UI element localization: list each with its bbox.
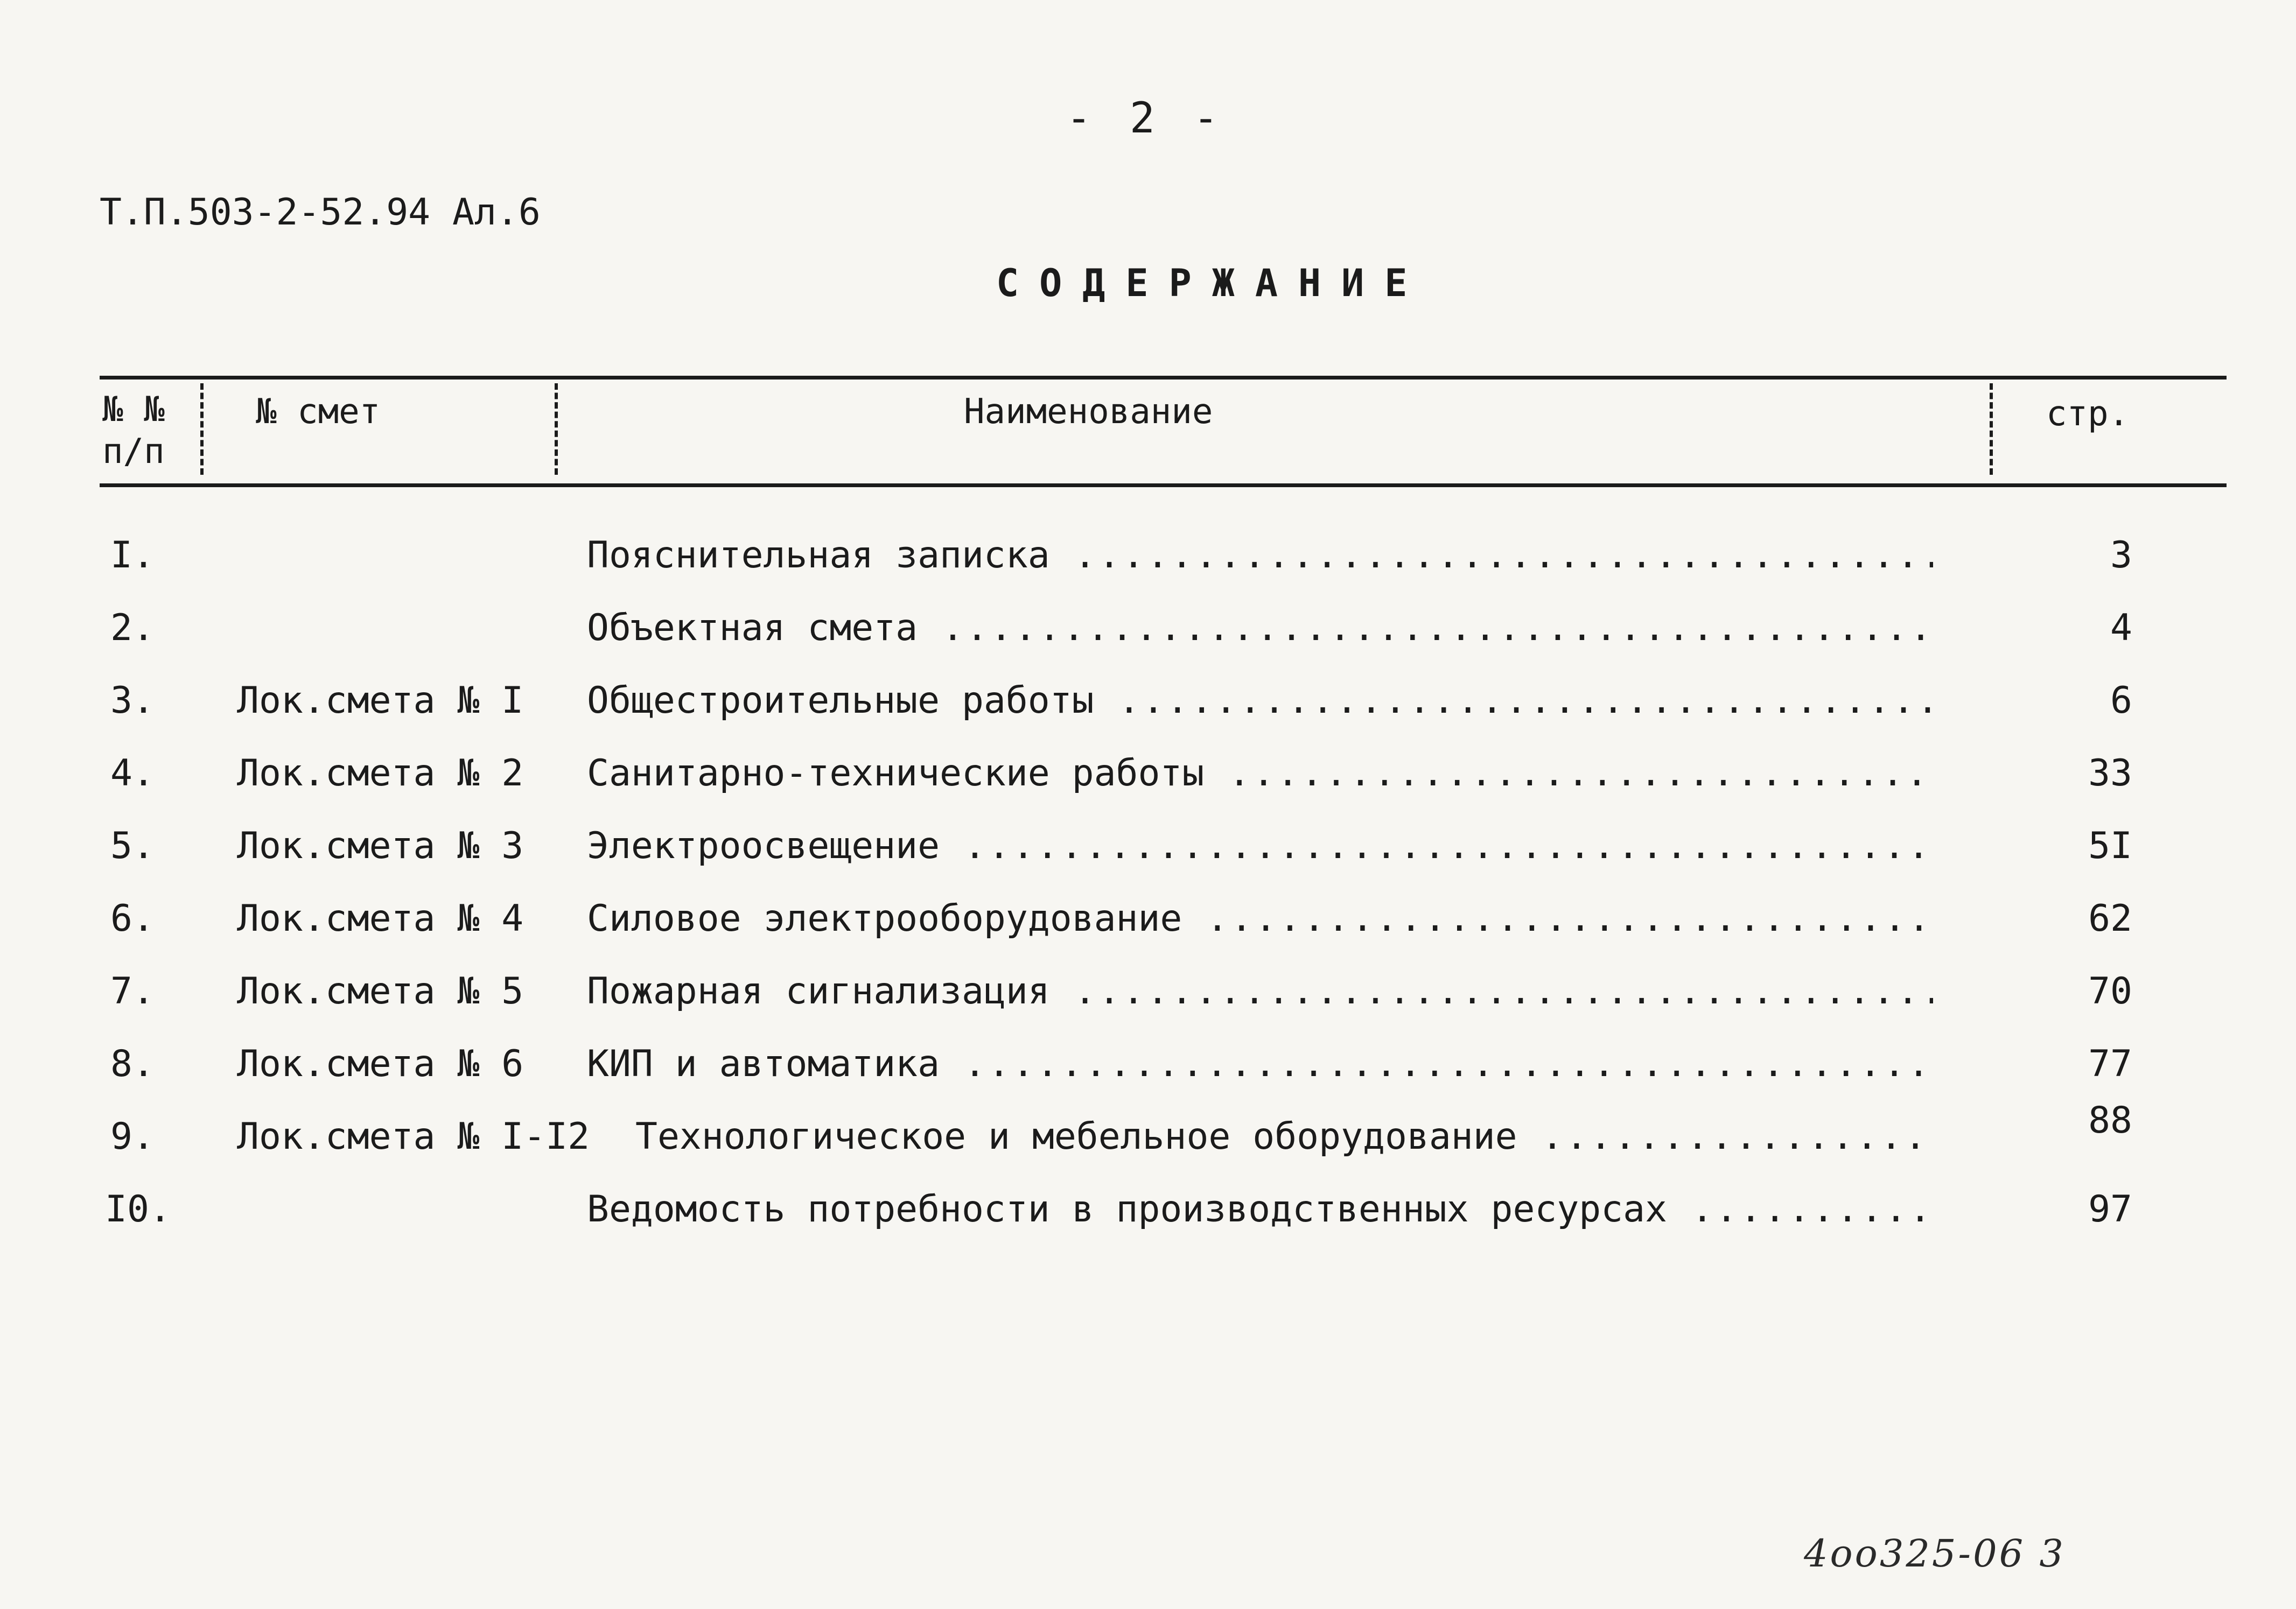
- row-name: КИП и автоматика .....: [587, 1043, 1933, 1085]
- column-header-number-line2: п/п: [102, 432, 165, 472]
- archive-stamp: 4оо325-06 3: [1804, 1531, 2066, 1576]
- column-header-number: [102, 389, 165, 473]
- table-row: [0, 1043, 2296, 1102]
- column-divider: [200, 383, 204, 475]
- row-smeta: Лок.смета № 6: [237, 1043, 524, 1085]
- row-smeta: Лок.смета № 5: [237, 970, 524, 1013]
- row-name: Пояснительная записка .....: [587, 534, 1933, 577]
- table-row: [0, 534, 2296, 593]
- row-page: 97: [2088, 1188, 2132, 1231]
- table-row: [0, 1188, 2296, 1247]
- row-page: 4: [2110, 607, 2132, 649]
- row-smeta: Лок.смета № 4: [237, 897, 524, 940]
- row-page: 5I: [2088, 825, 2132, 867]
- row-name: Технологическое и мебельное оборудование .....: [635, 1115, 1933, 1158]
- row-page: 6: [2110, 679, 2132, 722]
- row-smeta: Лок.смета № 2: [237, 752, 524, 795]
- row-page: 77: [2088, 1043, 2132, 1085]
- row-number: I.: [110, 534, 155, 577]
- row-number: 4.: [110, 752, 155, 795]
- column-header-smeta: № смет: [256, 392, 381, 432]
- row-name: Общестроительные работы .....: [587, 679, 1933, 722]
- row-page: 3: [2110, 534, 2132, 577]
- row-smeta: Лок.смета № 3: [237, 825, 524, 867]
- row-page: 70: [2088, 970, 2132, 1013]
- document-code: Т.П.503-2-52.94 Ал.6: [100, 191, 541, 234]
- table-header-rule: [100, 483, 2227, 487]
- table-row: [0, 607, 2296, 666]
- table-top-rule: [100, 376, 2227, 380]
- row-name: Силовое электрооборудование .....: [587, 897, 1933, 940]
- row-smeta: Лок.смета № I: [237, 679, 524, 722]
- table-row: [0, 1099, 2296, 1175]
- column-header-page: стр.: [2046, 394, 2130, 434]
- row-name: Ведомость потребности в производственных ресурсах .....: [587, 1188, 1933, 1231]
- row-page: 33: [2088, 752, 2132, 795]
- table-row: [0, 897, 2296, 957]
- column-divider: [555, 383, 558, 475]
- row-number: 3.: [110, 679, 155, 722]
- page-number: - 2 -: [1066, 94, 1225, 143]
- column-header-name: Наименование: [964, 392, 1213, 432]
- row-number: 8.: [110, 1043, 155, 1085]
- row-name: Санитарно-технические работы .....: [587, 752, 1933, 795]
- table-row: [0, 825, 2296, 884]
- row-name: Электроосвещение .....: [587, 825, 1933, 867]
- page-title: СОДЕРЖАНИЕ: [996, 261, 1428, 305]
- row-number: 7.: [110, 970, 155, 1013]
- table-row: [0, 752, 2296, 811]
- row-page: 62: [2088, 897, 2132, 940]
- row-number: 9.: [110, 1115, 155, 1158]
- row-number: I0.: [105, 1188, 171, 1231]
- row-smeta: Лок.смета № I-I2: [237, 1115, 590, 1158]
- row-number: 5.: [110, 825, 155, 867]
- row-number: 6.: [110, 897, 155, 940]
- row-page: 88: [2088, 1099, 2132, 1142]
- table-row: [0, 970, 2296, 1029]
- row-number: 2.: [110, 607, 155, 649]
- table-row: [0, 679, 2296, 739]
- row-name: Пожарная сигнализация .....: [587, 970, 1933, 1013]
- column-divider: [1990, 383, 1993, 475]
- column-header-number-line1: № №: [102, 390, 165, 430]
- row-name: Объектная смета .....: [587, 607, 1933, 649]
